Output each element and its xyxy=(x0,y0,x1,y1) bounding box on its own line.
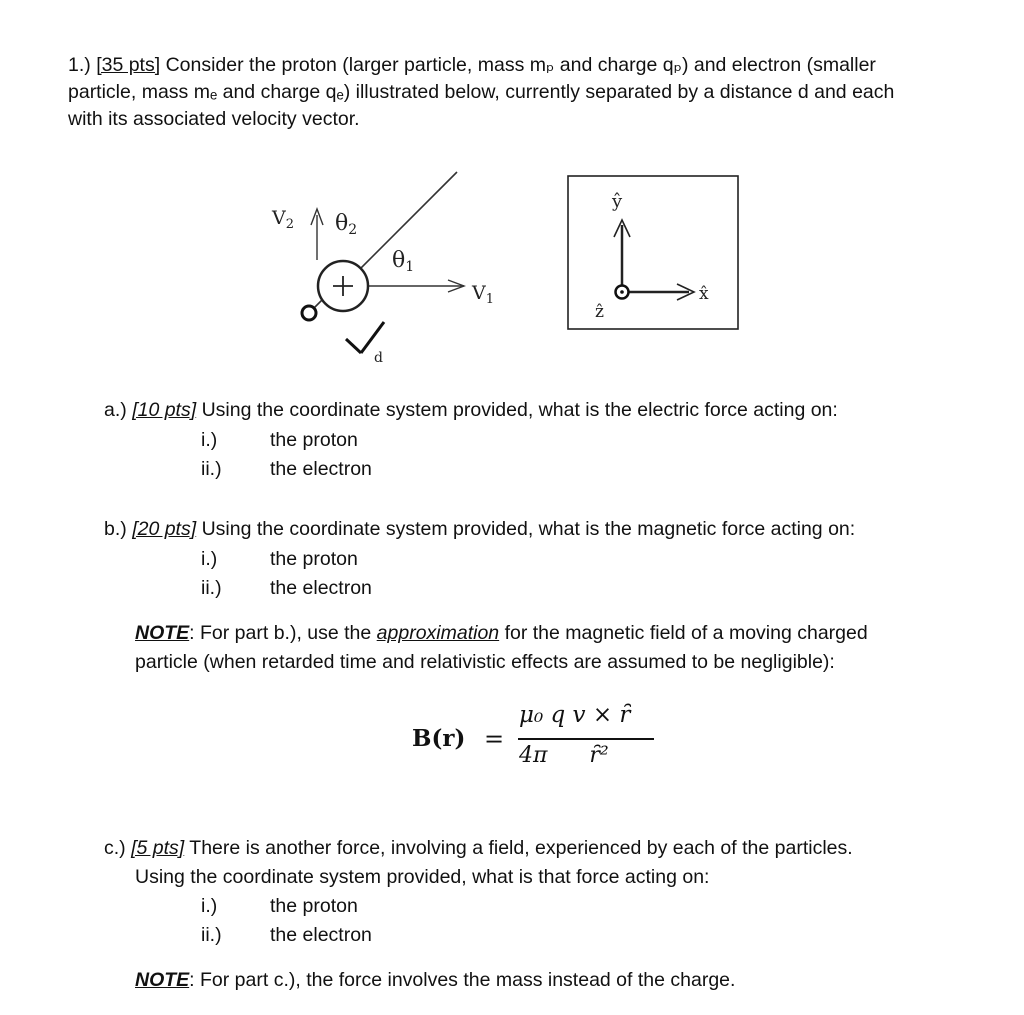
z-axis-out-of-page xyxy=(616,286,629,299)
problem-points: [35 pts] xyxy=(96,54,161,76)
part-c-item-num: i.) xyxy=(201,895,218,917)
note-b-line-1 xyxy=(135,620,868,647)
part-c-text-1: There is another force, involving a field, experienced by each of the particles. xyxy=(189,837,853,859)
distance-d-label: d xyxy=(374,350,383,366)
part-c-question-1 xyxy=(104,835,853,862)
part-b-label: b.) xyxy=(104,518,127,540)
v1-velocity-arrow xyxy=(368,280,464,292)
note-b-emphasis: approximation xyxy=(376,622,500,644)
part-c-item-text: the electron xyxy=(270,924,372,946)
particle-diagram xyxy=(0,0,1024,400)
problem-line-3: with its associated velocity vector. xyxy=(68,108,360,130)
fraction-bar xyxy=(518,738,654,740)
part-b-points: [20 pts] xyxy=(132,518,197,540)
part-c-label: c.) xyxy=(104,837,126,859)
part-c-question-2: Using the coordinate system provided, what is that force acting on: xyxy=(135,866,710,888)
note-b-label: NOTE xyxy=(135,622,190,644)
part-a-item-text: the proton xyxy=(270,429,358,451)
formula-denominator: 4π ȓ² xyxy=(519,743,609,768)
v2-velocity-arrow xyxy=(311,209,323,260)
part-c-item-text: the proton xyxy=(270,895,358,917)
part-b-item-num: i.) xyxy=(201,548,218,570)
theta2-label: θ2 xyxy=(335,211,358,238)
problem-line-2: particle, mass mₑ and charge qₑ) illustrated below, currently separated by a distance d and each xyxy=(68,81,895,103)
formula-equals: = xyxy=(484,725,505,753)
electron-circle xyxy=(302,306,316,320)
formula-lhs: B(r) xyxy=(412,725,466,752)
coordinate-system xyxy=(567,175,739,330)
note-b-text-2: for the magnetic field of a moving charged xyxy=(499,622,868,644)
part-b-item-text: the electron xyxy=(270,577,372,599)
z-hat-label: ẑ xyxy=(595,302,604,322)
part-b-item-text: the proton xyxy=(270,548,358,570)
distance-d-marker xyxy=(346,322,384,353)
biot-savart-formula xyxy=(412,700,672,780)
part-c-item-num: ii.) xyxy=(201,924,222,946)
v2-label: $V_2$ xyxy=(272,207,295,232)
note-b-text-1: : For part b.), use the xyxy=(189,622,377,644)
y-hat-label: ŷ xyxy=(612,191,623,212)
part-b-text: Using the coordinate system provided, what is the magnetic force acting on: xyxy=(201,518,856,540)
note-c-label: NOTE xyxy=(135,969,190,991)
proton-circle xyxy=(318,261,368,311)
part-a-label: a.) xyxy=(104,399,127,421)
part-a-question xyxy=(104,397,838,424)
part-c-points: [5 pts] xyxy=(131,837,185,859)
part-a-item-text: the electron xyxy=(270,458,372,480)
part-b-question xyxy=(104,516,855,543)
v1-label: $V_1$ xyxy=(472,282,495,307)
part-b-item-num: ii.) xyxy=(201,577,222,599)
x-hat-label: x̂ xyxy=(699,284,709,304)
part-a-item-num: ii.) xyxy=(201,458,222,480)
note-c xyxy=(135,967,735,994)
theta1-label: θ1 xyxy=(392,248,415,275)
part-a-points: [10 pts] xyxy=(132,399,197,421)
note-c-text: : For part c.), the force involves the mass instead of the charge. xyxy=(189,969,736,991)
part-a-text: Using the coordinate system provided, what is the electric force acting on: xyxy=(201,399,838,421)
coordinate-frame xyxy=(568,176,738,329)
formula-numerator: μ₀ q v × ȓ xyxy=(519,702,631,728)
problem-number: 1.) xyxy=(68,54,91,76)
note-b-line-2: particle (when retarded time and relativistic effects are assumed to be negligible): xyxy=(135,651,835,673)
problem-text-1: Consider the proton (larger particle, mass mₚ and charge qₚ) and electron (smaller xyxy=(165,54,876,76)
part-a-item-num: i.) xyxy=(201,429,218,451)
